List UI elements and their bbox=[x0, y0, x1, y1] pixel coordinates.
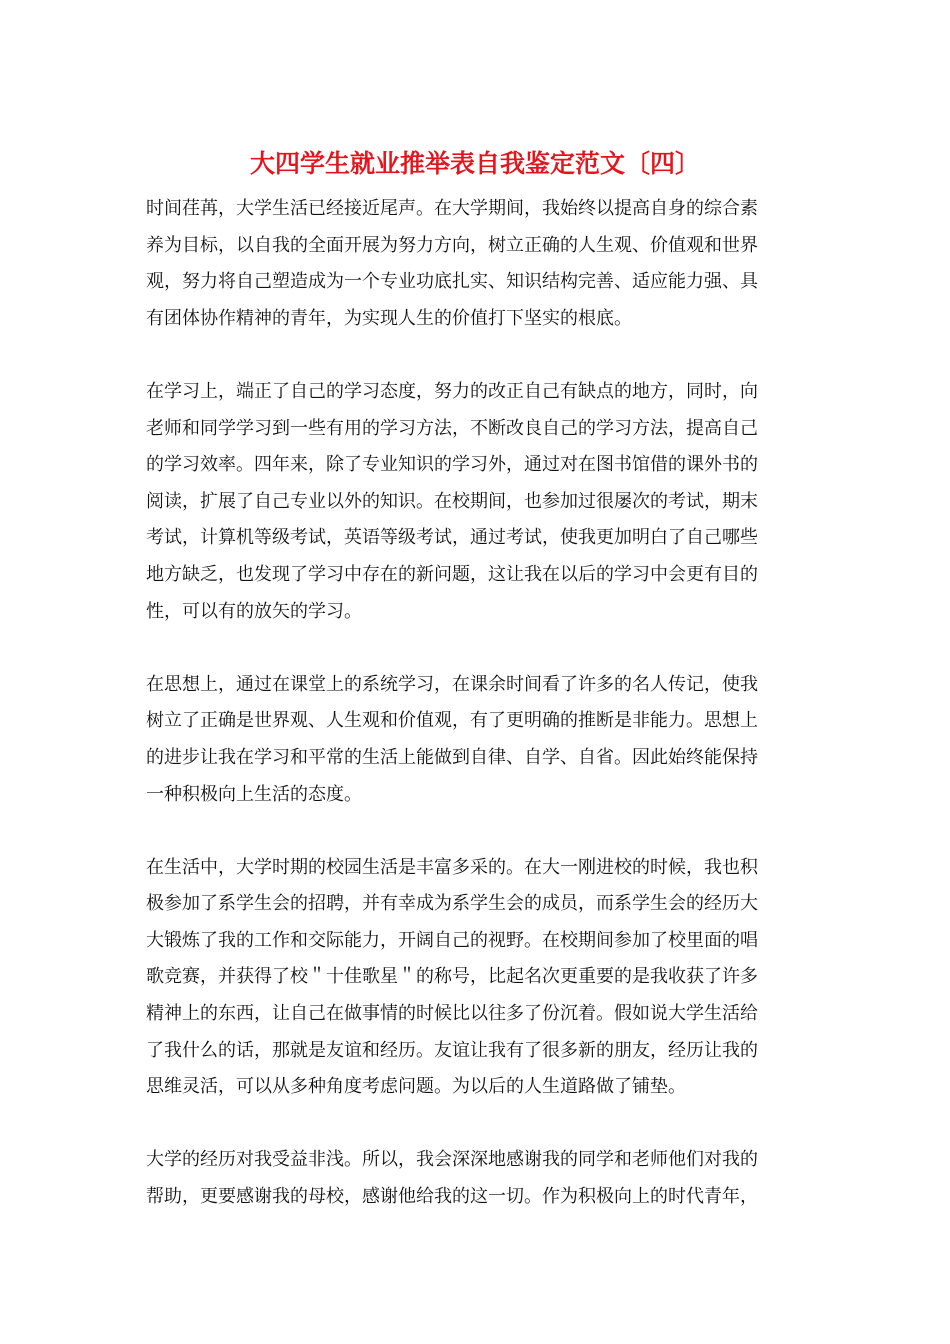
text-line: 大学的经历对我受益非浅。所以，我会深深地感谢我的同学和老师他们对我的 bbox=[146, 1149, 758, 1171]
text-line: 阅读，扩展了自己专业以外的知识。在校期间，也参加过很屡次的考试，期末 bbox=[146, 490, 758, 512]
text-line: 大锻炼了我的工作和交际能力，开阔自己的视野。在校期间参加了校里面的唱 bbox=[146, 929, 758, 951]
text-line: 地方缺乏，也发现了学习中存在的新问题，这让我在以后的学习中会更有目的 bbox=[146, 563, 758, 585]
text-line: 在思想上，通过在课堂上的系统学习，在课余时间看了许多的名人传记，使我 bbox=[146, 673, 758, 695]
text-line: 观，努力将自己塑造成为一个专业功底扎实、知识结构完善、适应能力强、具 bbox=[146, 271, 758, 293]
text-line: 的学习效率。四年来，除了专业知识的学习外，通过对在图书馆借的课外书的 bbox=[146, 454, 758, 476]
text-line: 一种积极向上生活的态度。 bbox=[146, 783, 362, 805]
text-line: 性，可以有的放矢的学习。 bbox=[146, 600, 362, 622]
text-line: 树立了正确是世界观、人生观和价值观，有了更明确的推断是非能力。思想上 bbox=[146, 710, 758, 732]
paragraph bbox=[146, 191, 814, 337]
text-line: 考试，计算机等级考试，英语等级考试，通过考试，使我更加明白了自己哪些 bbox=[146, 527, 758, 549]
text-line: 在学习上，端正了自己的学习态度，努力的改正自己有缺点的地方，同时，向 bbox=[146, 380, 758, 402]
text-line: 歌竞赛，并获得了校＂十佳歌星＂的称号，比起名次更重要的是我收获了许多 bbox=[146, 966, 758, 988]
paragraph-gap bbox=[146, 1106, 814, 1143]
text-line: 养为目标，以自我的全面开展为努力方向，树立正确的人生观、价值观和世界 bbox=[146, 234, 758, 256]
paragraph bbox=[146, 1142, 814, 1215]
paragraph-gap bbox=[146, 813, 814, 850]
text-line: 精神上的东西，让自己在做事情的时候比以往多了份沉着。假如说大学生活给 bbox=[146, 1003, 758, 1025]
text-line: 思维灵活，可以从多种角度考虑问题。为以后的人生道路做了铺垫。 bbox=[146, 1076, 686, 1098]
text-line: 帮助，更要感谢我的母校，感谢他给我的这一切。作为积极向上的时代青年， bbox=[146, 1186, 758, 1208]
text-line: 的进步让我在学习和平常的生活上能做到自律、自学、自省。因此始终能保持 bbox=[146, 746, 758, 768]
paragraph-gap bbox=[146, 337, 814, 374]
paragraph bbox=[146, 374, 814, 630]
text-line: 老师和同学学习到一些有用的学习方法，不断改良自己的学习方法，提高自己 bbox=[146, 417, 758, 439]
text-line: 极参加了系学生会的招聘，并有幸成为系学生会的成员，而系学生会的经历大 bbox=[146, 893, 758, 915]
paragraph bbox=[146, 850, 814, 1106]
text-line: 了我什么的话，那就是友谊和经历。友谊让我有了很多新的朋友，经历让我的 bbox=[146, 1039, 758, 1061]
paragraph bbox=[146, 667, 814, 813]
text-line: 在生活中，大学时期的校园生活是丰富多采的。在大一刚进校的时候，我也积 bbox=[146, 856, 758, 878]
text-line: 有团体协作精神的青年，为实现人生的价值打下坚实的根底。 bbox=[146, 307, 632, 329]
document-body bbox=[146, 191, 814, 1216]
paragraph-gap bbox=[146, 630, 814, 667]
document-title: 大四学生就业推举表自我鉴定范文〔四〕 bbox=[249, 149, 700, 178]
text-line: 时间荏苒，大学生活已经接近尾声。在大学期间，我始终以提高自身的综合素 bbox=[146, 198, 758, 219]
